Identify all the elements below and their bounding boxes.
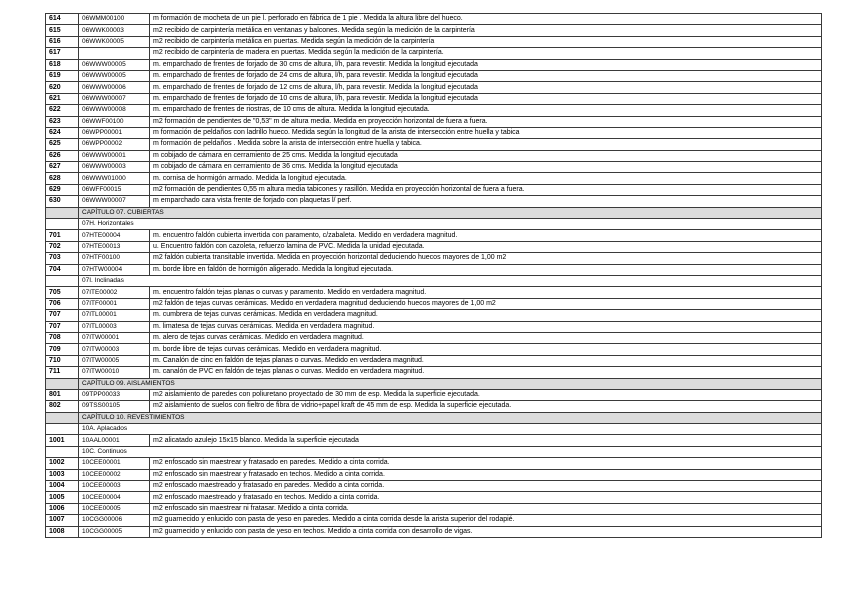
item-description: m2 alicatado azulejo 15x15 blanco. Medida la superficie ejecutada (150, 435, 822, 446)
item-description: m2 enfoscado maestreado y fratasado en techos. Medido a cinta corrida. (150, 492, 822, 503)
item-number: 705 (46, 287, 79, 298)
table-row (46, 105, 822, 116)
item-description: m cobijado de cámara en cerramiento de 25 cms. Medida la longitud ejecutada (150, 150, 822, 161)
table-row (46, 481, 822, 492)
item-description: m2 enfoscado sin maestrear y fratasado en paredes. Medido a cinta corrida. (150, 458, 822, 469)
item-code: 06WPP00001 (79, 127, 150, 138)
chapter-row (46, 378, 822, 389)
item-number (46, 207, 79, 218)
table-row (46, 93, 822, 104)
item-description: m. borde libre en faldón de hormigón aligerado. Medida la longitud ejecutada. (150, 264, 822, 275)
item-description: m. limatesa de tejas curvas cerámicas. Medida en verdadera magnitud. (150, 321, 822, 332)
item-number: 630 (46, 196, 79, 207)
item-code: 06WWF00100 (79, 116, 150, 127)
table-row (46, 435, 822, 446)
item-description: m formación de mocheta de un pie l. perforado en fábrica de 1 pie . Medida la altura libre del hueco. (150, 14, 822, 25)
item-description: m2 faldón cubierta transitable invertida. Medida en proyección horizontal deduciendo huecos mayores de 1,00 m2 (150, 253, 822, 264)
item-description: m2 aislamiento de paredes con poliuretano proyectado de 30 mm de esp. Medida la superficie ejecutada. (150, 389, 822, 400)
item-description: m2 recibido de carpintería metálica en puertas. Medida según la medición de la carpintería (150, 36, 822, 47)
chapter-row (46, 207, 822, 218)
item-description: m2 aislamiento de suelos con fieltro de fibra de vidrio+papel kraft de 45 mm de esp. Medida la superficie ejecutada. (150, 401, 822, 412)
section-row (46, 275, 822, 286)
item-number: 707 (46, 321, 79, 332)
item-number: 626 (46, 150, 79, 161)
item-code: 10CGG00005 (79, 526, 150, 537)
section-title: 10C. Continuos (79, 446, 822, 457)
table-row (46, 526, 822, 537)
item-code: 07ITW00001 (79, 332, 150, 343)
table-row (46, 116, 822, 127)
item-description: m. borde libre de tejas curvas cerámicas. Medido en verdadera magnitud. (150, 344, 822, 355)
item-number: 703 (46, 253, 79, 264)
item-code: 06WFF00015 (79, 184, 150, 195)
measurement-table-body (46, 14, 822, 538)
item-description: m2 recibido de carpintería de madera en puertas. Medida según la medición de la carpintería. (150, 48, 822, 59)
item-code (79, 48, 150, 59)
item-number: 1006 (46, 503, 79, 514)
item-code: 07ITW00010 (79, 367, 150, 378)
table-row (46, 82, 822, 93)
item-number: 702 (46, 241, 79, 252)
section-title: 10A. Aplacados (79, 424, 822, 435)
table-row (46, 230, 822, 241)
item-description: m. emparchado de frentes de forjado de 24 cms de altura, l/h, para revestir. Medida la longitud ejecutada (150, 70, 822, 81)
item-code: 09TPP00033 (79, 389, 150, 400)
item-code: 06WWK00003 (79, 25, 150, 36)
table-row (46, 139, 822, 150)
item-number: 704 (46, 264, 79, 275)
item-number: 710 (46, 355, 79, 366)
item-code: 06WWW00005 (79, 70, 150, 81)
item-description: m. cornisa de hormigón armado. Medida la longitud ejecutada. (150, 173, 822, 184)
item-number: 624 (46, 127, 79, 138)
item-description: m2 enfoscado sin maestrear ni fratasar. Medido a cinta corrida. (150, 503, 822, 514)
item-code: 10CEE00001 (79, 458, 150, 469)
table-row (46, 469, 822, 480)
item-description: m2 recibido de carpintería metálica en ventanas y balcones. Medida según la medición de la carpintería (150, 25, 822, 36)
table-row (46, 48, 822, 59)
item-number: 709 (46, 344, 79, 355)
section-row (46, 446, 822, 457)
table-row (46, 241, 822, 252)
table-row (46, 253, 822, 264)
item-number (46, 446, 79, 457)
item-number: 1007 (46, 515, 79, 526)
item-code: 06WWW00003 (79, 162, 150, 173)
item-code: 07ITW00003 (79, 344, 150, 355)
item-number (46, 412, 79, 423)
item-code: 07HTW00004 (79, 264, 150, 275)
item-code: 06WWW00008 (79, 105, 150, 116)
item-description: m emparchado cara vista frente de forjado con plaquetas l/ perf. (150, 196, 822, 207)
item-description: m2 guarnecido y enlucido con pasta de yeso en techos. Medido a cinta corrida con desarrollo de vigas. (150, 526, 822, 537)
table-row (46, 401, 822, 412)
table-row (46, 162, 822, 173)
item-code: 06WPP00002 (79, 139, 150, 150)
section-title: 07H. Horizontales (79, 219, 822, 230)
item-description: m2 guarnecido y enlucido con pasta de yeso en paredes. Medido a cinta corrida desde la arista superior del rodapié. (150, 515, 822, 526)
item-number: 620 (46, 82, 79, 93)
item-description: m. emparchado de frentes de forjado de 30 cms de altura, l/h, para revestir. Medida la longitud ejecutada (150, 59, 822, 70)
item-description: m. encuentro faldón tejas planas o curvas y paramento. Medido en verdadera magnitud. (150, 287, 822, 298)
table-row (46, 344, 822, 355)
table-row (46, 503, 822, 514)
table-row (46, 287, 822, 298)
table-row (46, 389, 822, 400)
table-row (46, 25, 822, 36)
item-number: 614 (46, 14, 79, 25)
item-code: 07HTE00013 (79, 241, 150, 252)
table-row (46, 264, 822, 275)
item-code: 06WWW00006 (79, 82, 150, 93)
section-title: 07I. Inclinadas (79, 275, 822, 286)
item-description: u. Encuentro faldón con cazoleta, refuerzo lamina de PVC. Medida la unidad ejecutada. (150, 241, 822, 252)
item-number: 615 (46, 25, 79, 36)
item-number (46, 219, 79, 230)
item-number: 1001 (46, 435, 79, 446)
item-number: 708 (46, 332, 79, 343)
item-number: 1003 (46, 469, 79, 480)
item-description: m2 faldón de tejas curvas cerámicas. Medido en verdadera magnitud deduciendo huecos mayores de 1,00 m2 (150, 298, 822, 309)
section-row (46, 219, 822, 230)
item-code: 06WMM00100 (79, 14, 150, 25)
item-code: 10CEE00003 (79, 481, 150, 492)
item-code: 07ITL00003 (79, 321, 150, 332)
item-number: 621 (46, 93, 79, 104)
table-row (46, 196, 822, 207)
table-row (46, 173, 822, 184)
table-row (46, 310, 822, 321)
chapter-title: CAPÍTULO 09. AISLAMIENTOS (79, 378, 822, 389)
table-row (46, 367, 822, 378)
table-row (46, 492, 822, 503)
item-description: m formación de peldaños . Medida sobre la arista de intersección entre huella y tabica. (150, 139, 822, 150)
chapter-title: CAPÍTULO 10. REVESTIMIENTOS (79, 412, 822, 423)
item-number: 625 (46, 139, 79, 150)
item-code: 07HTE00004 (79, 230, 150, 241)
item-number: 618 (46, 59, 79, 70)
table-row (46, 14, 822, 25)
item-number: 623 (46, 116, 79, 127)
item-description: m. emparchado de frentes de riostras, de 10 cms de altura. Medida la longitud ejecutada. (150, 105, 822, 116)
item-description: m2 enfoscado sin maestrear y fratasado en techos. Medido a cinta corrida. (150, 469, 822, 480)
table-row (46, 36, 822, 47)
item-code: 10CGG00006 (79, 515, 150, 526)
item-code: 10AAL00001 (79, 435, 150, 446)
item-code: 07ITW00005 (79, 355, 150, 366)
item-code: 06WWW01000 (79, 173, 150, 184)
item-number: 622 (46, 105, 79, 116)
item-description: m. Canalón de cinc en faldón de tejas planas o curvas. Medido en verdadera magnitud. (150, 355, 822, 366)
item-number: 1002 (46, 458, 79, 469)
item-description: m formación de peldaños con ladrillo hueco. Medida según la longitud de la arista de intersección entre huella y tabica (150, 127, 822, 138)
item-description: m. canalón de PVC en faldón de tejas planas o curvas. Medido en verdadera magnitud. (150, 367, 822, 378)
item-number: 707 (46, 310, 79, 321)
item-description: m. emparchado de frentes de forjado de 10 cms de altura, l/h, para revestir. Medida la longitud ejecutada (150, 93, 822, 104)
item-code: 06WWK00005 (79, 36, 150, 47)
item-number: 619 (46, 70, 79, 81)
item-code: 09TSS00105 (79, 401, 150, 412)
table-row (46, 332, 822, 343)
table-row (46, 321, 822, 332)
item-number: 701 (46, 230, 79, 241)
item-description: m2 formación de pendientes 0,55 m altura media tabicones y rasillón. Medida en proyección horizontal de fuera a fuera. (150, 184, 822, 195)
table-row (46, 150, 822, 161)
table-row (46, 298, 822, 309)
item-description: m. emparchado de frentes de forjado de 12 cms de altura, l/h, para revestir. Medida la longitud ejecutada (150, 82, 822, 93)
item-number: 617 (46, 48, 79, 59)
item-number: 1004 (46, 481, 79, 492)
item-number (46, 424, 79, 435)
item-number: 802 (46, 401, 79, 412)
item-number: 711 (46, 367, 79, 378)
item-code: 06WWW00005 (79, 59, 150, 70)
table-row (46, 127, 822, 138)
item-description: m. cumbrera de tejas curvas cerámicas. Medida en verdadera magnitud. (150, 310, 822, 321)
item-code: 10CEE00004 (79, 492, 150, 503)
item-description: m. encuentro faldón cubierta invertida con paramento, c/zabaleta. Medido en verdadera magnitud. (150, 230, 822, 241)
table-row (46, 458, 822, 469)
item-number: 1008 (46, 526, 79, 537)
measurement-table (45, 13, 822, 538)
item-code: 07ITF00001 (79, 298, 150, 309)
item-number: 706 (46, 298, 79, 309)
chapter-row (46, 412, 822, 423)
item-code: 07HTF00100 (79, 253, 150, 264)
item-code: 06WWW00007 (79, 196, 150, 207)
item-number: 1005 (46, 492, 79, 503)
item-number (46, 275, 79, 286)
table-row (46, 59, 822, 70)
table-row (46, 515, 822, 526)
item-code: 07ITL00001 (79, 310, 150, 321)
item-number (46, 378, 79, 389)
section-row (46, 424, 822, 435)
chapter-title: CAPÍTULO 07. CUBIERTAS (79, 207, 822, 218)
item-number: 627 (46, 162, 79, 173)
item-number: 628 (46, 173, 79, 184)
item-code: 06WWW00007 (79, 93, 150, 104)
item-number: 801 (46, 389, 79, 400)
item-description: m2 formación de pendientes de "0,53" m de altura media. Medida en proyección horizontal de fuera a fuera. (150, 116, 822, 127)
item-code: 07ITE00002 (79, 287, 150, 298)
item-number: 616 (46, 36, 79, 47)
item-description: m2 enfoscado maestreado y fratasado en paredes. Medido a cinta corrida. (150, 481, 822, 492)
item-code: 10CEE00002 (79, 469, 150, 480)
table-row (46, 184, 822, 195)
item-number: 629 (46, 184, 79, 195)
table-row (46, 355, 822, 366)
item-description: m. alero de tejas curvas cerámicas. Medido en verdadera magnitud. (150, 332, 822, 343)
item-code: 06WWW00001 (79, 150, 150, 161)
table-row (46, 70, 822, 81)
item-code: 10CEE00005 (79, 503, 150, 514)
item-description: m cobijado de cámara en cerramiento de 36 cms. Medida la longitud ejecutada (150, 162, 822, 173)
